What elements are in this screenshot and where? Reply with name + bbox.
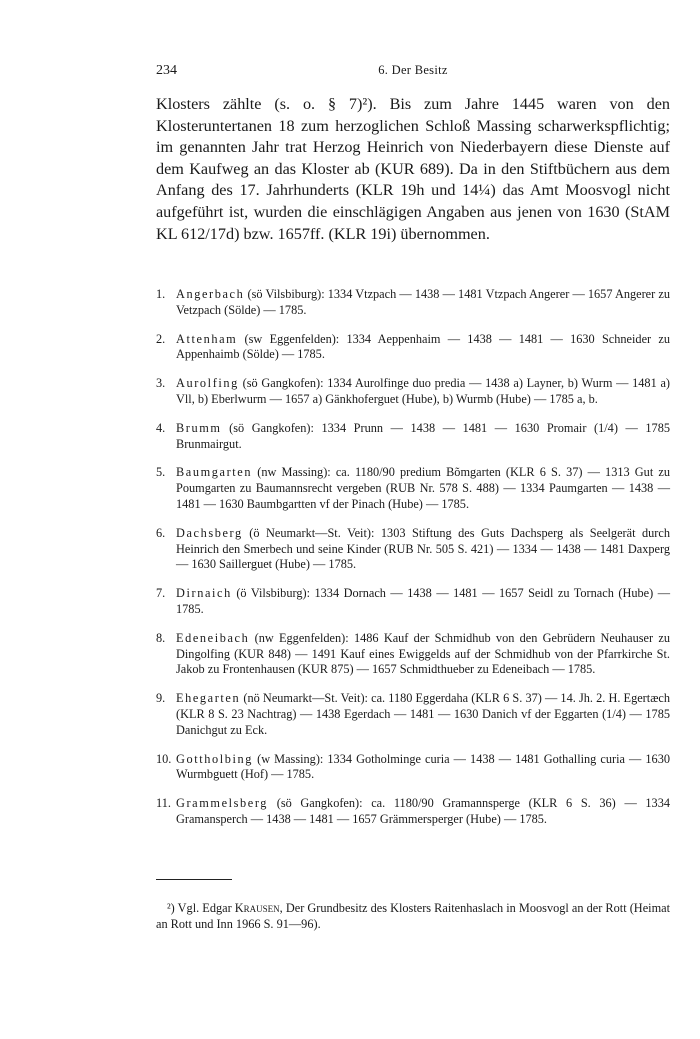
place-name: Dirnaich bbox=[176, 586, 232, 601]
place-entry bbox=[156, 332, 670, 364]
intro-paragraph: Klosters zählte (s. o. § 7)²). Bis zum Jahre 1445 waren von den Klosteruntertanen 18 zum herzoglichen Schloß Massing scharwerkspflichtig; im genannten Jahr trat Herzog Heinrich von Niederbayern diese Dienste auf dem Kaufweg an das Kloster ab (KUR 689). Da in den Stiftbüchern aus dem Anfang des 17. Jahrhunderts (KLR 19h und 14¼) das Amt Moosvogl nicht aufgeführt ist, wurden die einschlägigen Angaben aus jenen von 1630 (StAM KL 612/17d) bzw. 1657ff. (KLR 19i) übernommen. bbox=[156, 95, 670, 243]
place-name: Brumm bbox=[176, 420, 222, 435]
entry-text: (sö Gangkofen): ca. 1180/90 Gramannsperge (KLR 6 S. 36) — 1334 Gramansperch — 1438 — 1481 — 1657 Grämmersperger (Hube) — 1785. bbox=[176, 796, 670, 826]
entry-text: (sö Gangkofen): 1334 Prunn — 1438 — 1481 — 1630 Promair (1/4) — 1785 Brunmairgut. bbox=[176, 420, 670, 451]
entry-number: 9. bbox=[156, 691, 166, 706]
entry-text: (sw Eggenfelden): 1334 Aeppenhaim — 1438 — 1481 — 1630 Schneider zu Appenhaimb (Sölde) — 1785. bbox=[176, 331, 670, 362]
entry-number: 8. bbox=[156, 630, 166, 645]
place-name: Gottholbing bbox=[176, 751, 254, 766]
entry-number: 2. bbox=[156, 331, 166, 346]
entry-number: 10. bbox=[156, 751, 172, 766]
place-entry bbox=[156, 631, 670, 678]
place-name: Grammelsberg bbox=[176, 796, 269, 811]
running-head: 6. Der Besitz bbox=[378, 63, 448, 77]
entry-number: 1. bbox=[156, 287, 166, 301]
footnote-text-post: , Der Grundbesitz des Klosters Raitenhaslach in Moosvogl an der Rott (Heimat an Rott und Inn 1966 S. 91—96). bbox=[156, 901, 671, 931]
entry-text: (ö Neumarkt—St. Veit): 1303 Stiftung des Guts Dachsperg als Seelgerät durch Heinrich den Smerbech und seine Kinder (RUB Nr. 505 S. 421) — 1334 — 1438 — 1481 Daxperg — 1630 Saillerguet (Hube) — 1785. bbox=[176, 525, 670, 572]
place-entry bbox=[156, 421, 670, 453]
entry-text: (nw Massing): ca. 1180/90 predium Bõmgarten (KLR 6 S. 37) — 1313 Gut zu Poumgarten zu Baumannsrecht vergeben (RUB Nr. 578 S. 488) — 1334 Paumgarten — 1438 — 1481 — 1630 Baumbgartten vf der Pinach (Hube) — 1785. bbox=[176, 465, 670, 511]
entry-text: (w Massing): 1334 Gotholminge curia — 1438 — 1481 Gothalling curia — 1630 Wurmbguett (Hof) — 1785. bbox=[176, 751, 670, 782]
entry-number: 7. bbox=[156, 586, 166, 601]
footnote-divider bbox=[156, 879, 232, 880]
footnote bbox=[156, 900, 670, 932]
page-number: 234 bbox=[156, 63, 177, 78]
entry-text: (nö Neumarkt—St. Veit): ca. 1180 Eggerdaha (KLR 6 S. 37) — 14. Jh. 2. H. Egertæch (KLR 8 S. 23 Nachtrag) — 1438 Egerdach — 1481 — 1630 Danich vf der Eggarten (1/4) — 1785 Danichgut zu Eck. bbox=[176, 691, 670, 737]
place-name: Dachsberg bbox=[176, 525, 243, 540]
entry-text: (ö Vilsbiburg): 1334 Dornach — 1438 — 1481 — 1657 Seidl zu Tornach (Hube) — 1785. bbox=[176, 586, 670, 616]
entry-number: 3. bbox=[156, 376, 166, 391]
place-entry bbox=[156, 376, 670, 408]
place-name: Attenham bbox=[176, 331, 238, 346]
page-header bbox=[156, 63, 670, 83]
place-entries-list bbox=[156, 287, 670, 841]
entry-number: 4. bbox=[156, 420, 166, 435]
place-entry bbox=[156, 526, 670, 573]
entry-text: (nw Eggenfelden): 1486 Kauf der Schmidhub von den Gebrüdern Neuhauser zu Dingolfing (KUR 848) — 1491 Kauf eines Ewiggelds auf der Schmidhub von der Pfarrkirche St. Jakob zu Frontenhausen (KUR 875) — 1657 Schmidthueber zu Edeneibach — 1785. bbox=[176, 630, 670, 677]
entry-text: (sö Gangkofen): 1334 Aurolfinge duo predia — 1438 a) Layner, b) Wurm — 1481 a) Vll, b) Eberlwurm — 1657 a) Gänkhoferguet (Hube), b) Wurmb (Hube) — 1785 a, b. bbox=[176, 376, 670, 406]
entry-number: 6. bbox=[156, 525, 166, 540]
entry-text: (sö Vilsbiburg): 1334 Vtzpach — 1438 — 1481 Vtzpach Angerer — 1657 Angerer zu Vetzpach (Sölde) — 1785. bbox=[176, 287, 670, 317]
place-entry bbox=[156, 691, 670, 738]
place-entry bbox=[156, 465, 670, 512]
place-entry bbox=[156, 752, 670, 784]
footnote-marker: ²) bbox=[167, 901, 175, 915]
place-entry bbox=[156, 796, 670, 828]
place-name: Baumgarten bbox=[176, 465, 253, 480]
place-name: Edeneibach bbox=[176, 630, 250, 645]
footnote-author: Krausen bbox=[234, 901, 280, 915]
place-name: Angerbach bbox=[176, 287, 245, 301]
place-entry bbox=[156, 586, 670, 618]
footnote-text-pre: Vgl. Edgar bbox=[174, 901, 235, 915]
entry-number: 11. bbox=[156, 796, 171, 811]
place-name: Ehegarten bbox=[176, 691, 241, 706]
place-entry bbox=[156, 287, 670, 319]
entry-number: 5. bbox=[156, 465, 166, 480]
place-name: Aurolfing bbox=[176, 376, 239, 391]
